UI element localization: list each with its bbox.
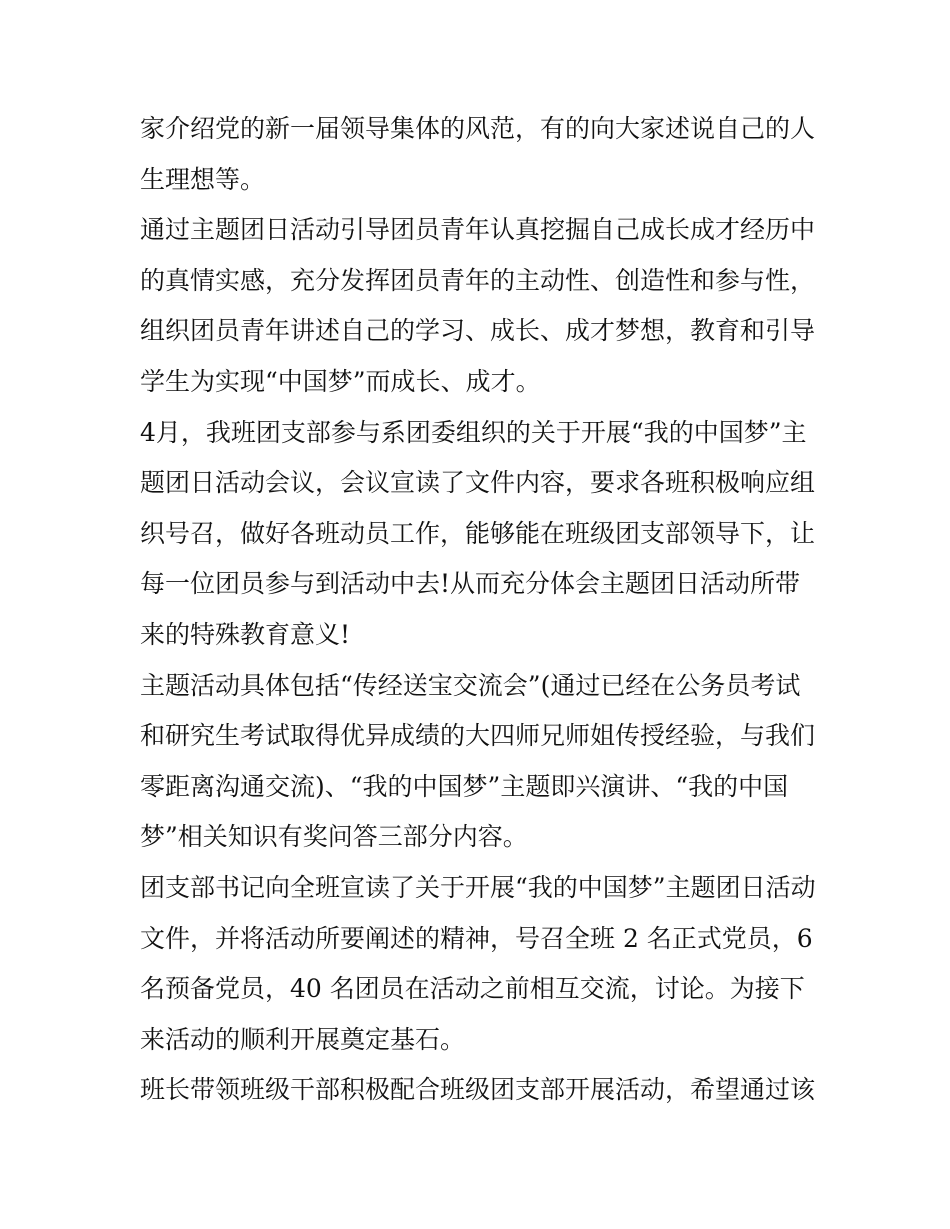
- text-line: 的真情实感，充分发挥团员青年的主动性、创造性和参与性，: [140, 265, 816, 295]
- document-body: [140, 104, 820, 1116]
- text-line: 组织团员青年讲述自己的学习、成长、成才梦想，教育和引导: [140, 316, 816, 346]
- text-line: 生理想等。: [140, 164, 266, 194]
- text-line: 文件，并将活动所要阐述的精神，号召全班 2 名正式党员，6: [140, 923, 813, 953]
- text-line: 主题活动具体包括“传经送宝交流会”(通过已经在公务员考试: [140, 670, 801, 700]
- text-line: 来活动的顺利开展奠定基石。: [140, 1024, 466, 1054]
- text-line: 来的特殊教育意义!: [140, 619, 351, 649]
- text-line: 4月，我班团支部参与系团委组织的关于开展“我的中国梦”主: [140, 417, 807, 447]
- text-line: 织号召，做好各班动员工作，能够能在班级团支部领导下，让: [140, 518, 816, 548]
- text-line: 班长带领班级干部积极配合班级团支部开展活动，希望通过该: [140, 1075, 816, 1105]
- text-line: 每一位团员参与到活动中去!从而充分体会主题团日活动所带: [140, 569, 801, 599]
- text-line: 题团日活动会议，会议宣读了文件内容，要求各班积极响应组: [140, 468, 816, 498]
- text-line: 学生为实现“中国梦”而成长、成才。: [140, 366, 541, 396]
- text-line: 梦”相关知识有奖问答三部分内容。: [140, 822, 528, 852]
- text-line: 团支部书记向全班宣读了关于开展“我的中国梦”主题团日活动: [140, 872, 816, 902]
- text-line: 通过主题团日活动引导团员青年认真挖掘自己成长成才经历中: [140, 215, 816, 245]
- text-line: 名预备党员，40 名团员在活动之前相互交流，讨论。为接下: [140, 974, 805, 1004]
- text-line: 和研究生考试取得优异成绩的大四师兄师姐传授经验，与我们: [140, 721, 816, 751]
- text-line: 家介绍党的新一届领导集体的风范，有的向大家述说自己的人: [140, 114, 816, 143]
- text-line: 零距离沟通交流)、“我的中国梦”主题即兴演讲、“我的中国: [140, 771, 789, 801]
